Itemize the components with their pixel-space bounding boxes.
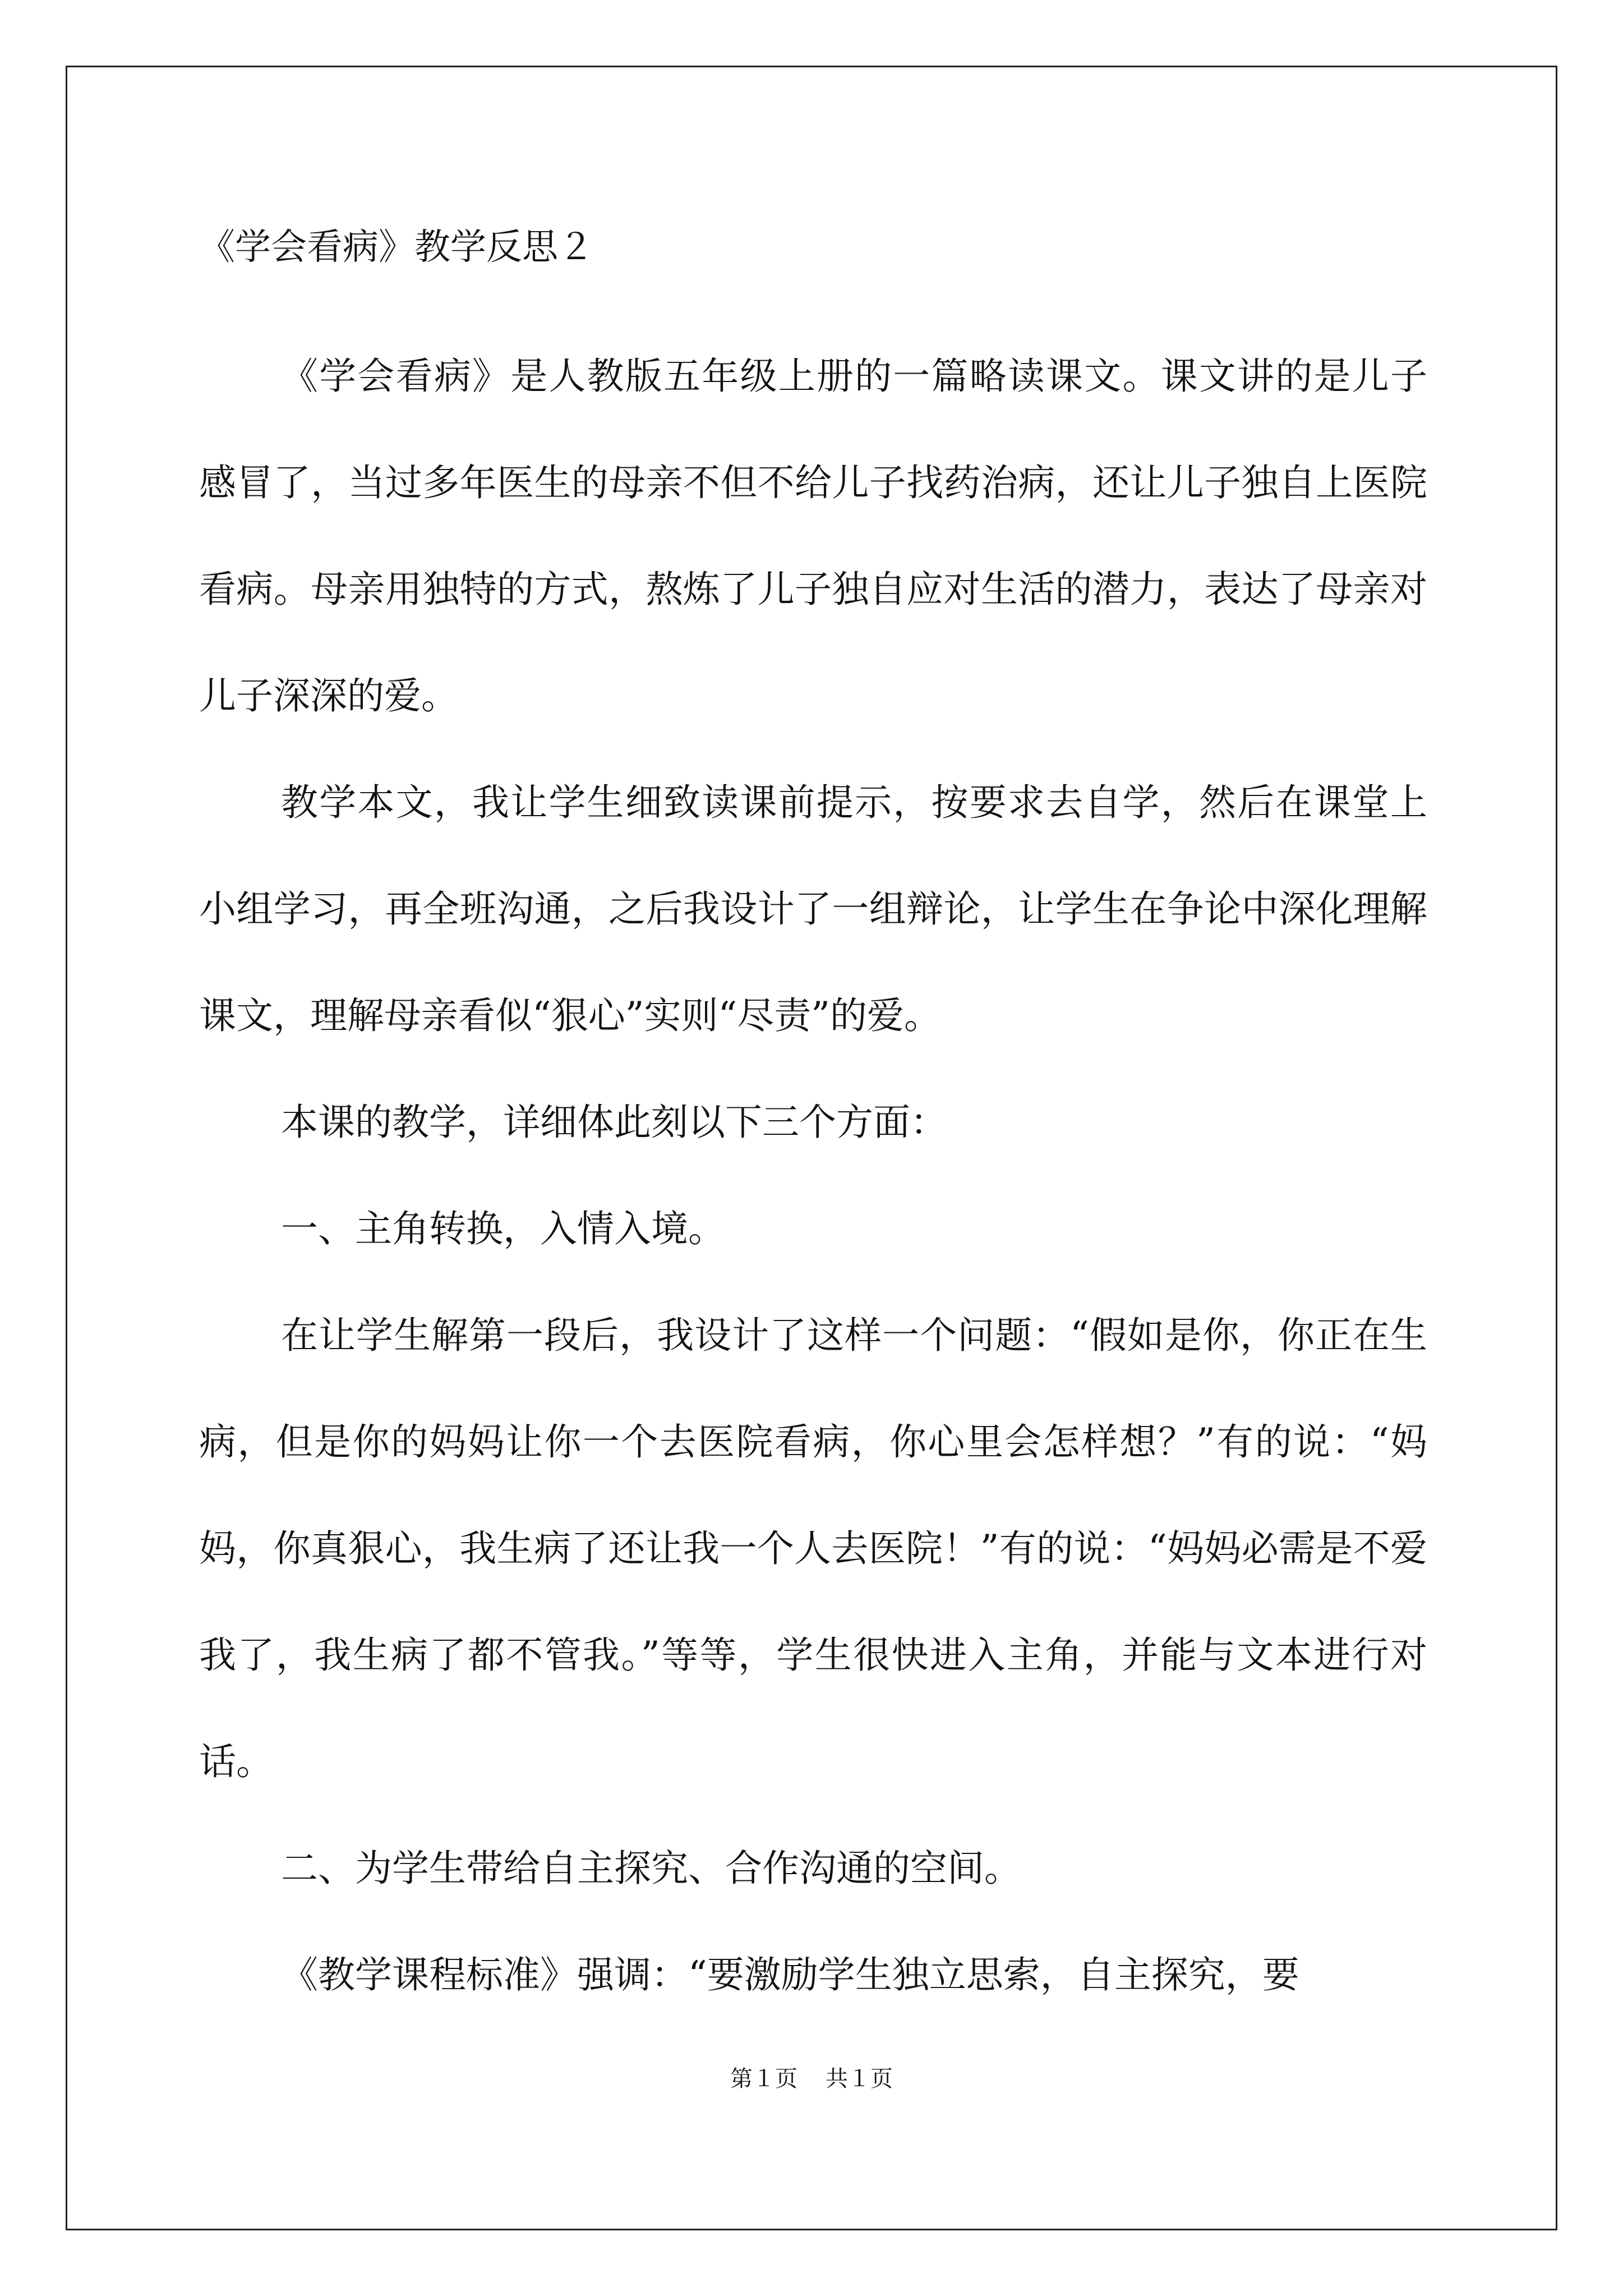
- paragraph-heading-two: 二、为学生带给自主探究、合作沟通的空间。: [281, 1847, 1021, 1890]
- paragraph-intro: 《学会看病》是人教版五年级上册的一篇略读课文。课文讲的是儿子感冒了，当过多年医生的母亲不但不给儿子找药治病，还让儿子独自上医院看病。母亲用独特的方式，熬炼了儿子独自应对生活的潜力，表达了母亲对儿子深深的爱。: [199, 355, 1427, 717]
- paragraph-role-switch: 在让学生解第一段后，我设计了这样一个问题：“假如是你，你正在生病，但是你的妈妈让你一个去医院看病，你心里会怎样想？”有的说：“妈妈，你真狠心，我生病了还让我一个人去医院！”有的说：“妈妈必需是不爱我了，我生病了都不管我。”等等，学生很快进入主角，并能与文本进行对话。: [199, 1314, 1427, 1783]
- paragraph-standard: 《教学课程标准》强调：“要激励学生独立思索，自主探究，要: [281, 1953, 1299, 1996]
- paragraph-aspects: 本课的教学，详细体此刻以下三个方面：: [281, 1101, 947, 1144]
- page-number: 第１页: [730, 2066, 797, 2092]
- document-title: 《学会看病》教学反思２: [199, 227, 594, 268]
- page-footer: [0, 2063, 1623, 2095]
- paragraph-heading-one: 一、主角转换，入情入境。: [281, 1207, 725, 1250]
- document-body: [199, 323, 1427, 2028]
- page-total: 共１页: [826, 2066, 893, 2092]
- paragraph-teaching: 教学本文，我让学生细致读课前提示，按要求去自学，然后在课堂上小组学习，再全班沟通，之后我设计了一组辩论，让学生在争论中深化理解课文，理解母亲看似“狠心”实则“尽责”的爱。: [199, 781, 1427, 1037]
